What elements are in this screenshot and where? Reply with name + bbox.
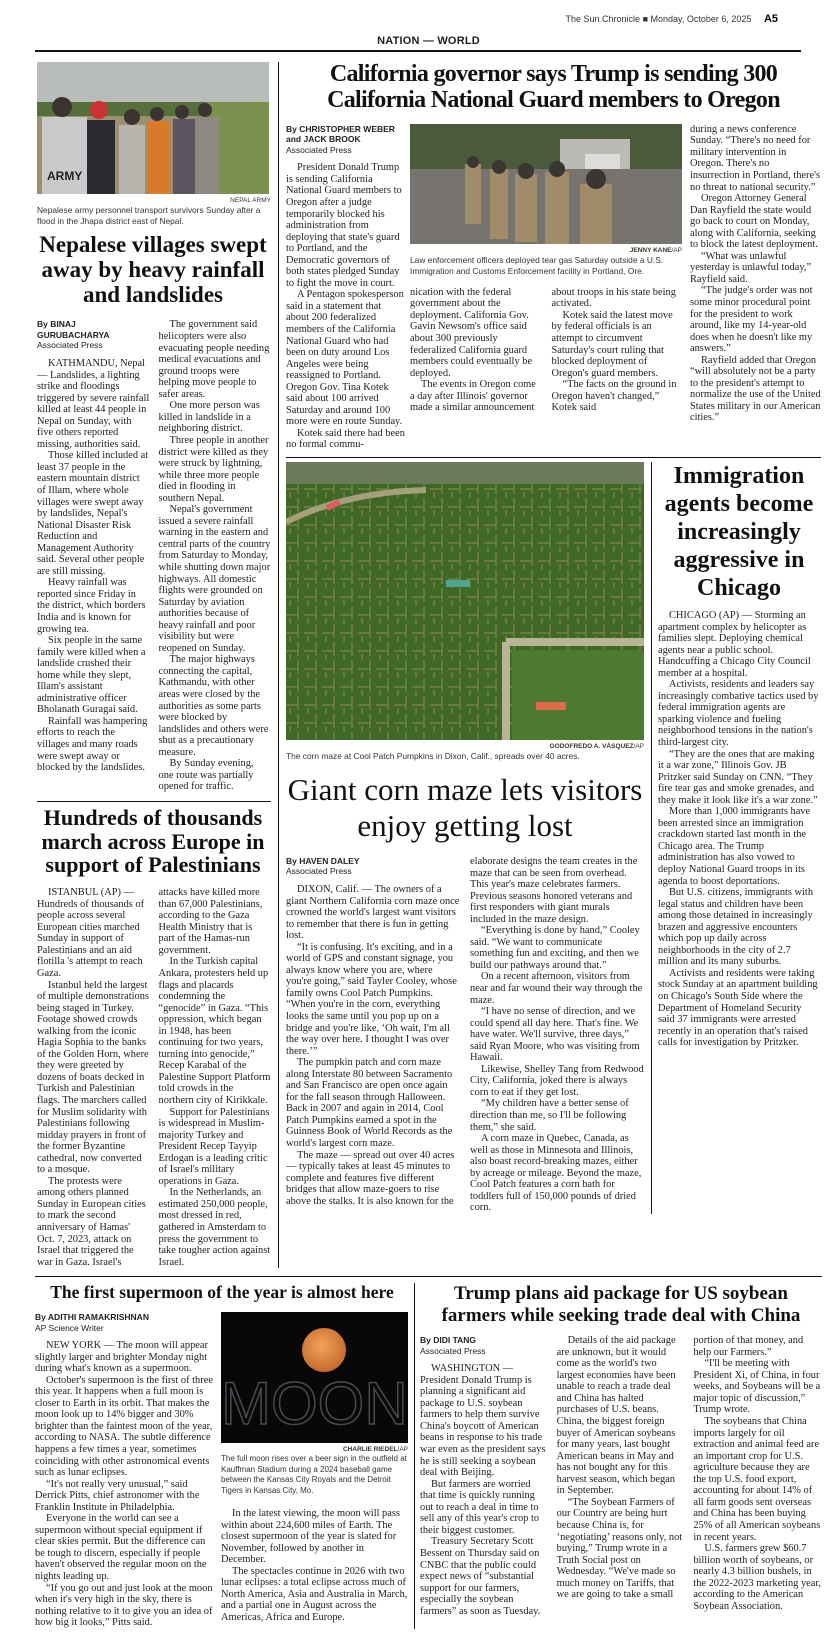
paragraph: One more person was killed in landslide in a neighboring district. [158, 400, 260, 435]
paragraph: A corn maze in Quebec, Canada, as well as those in Minnesota and Illinois, also boast record-breaking mazes, either by acreage or mileage. Beyond the maze, Cool Patch features a corn bath for toddlers full of 150,000 pounds of dried corn. [470, 1133, 642, 1214]
photo-credit [221, 1445, 408, 1454]
paragraph-list [35, 1340, 215, 1629]
paper-name: The Sun Chronicle [565, 14, 641, 24]
photographer: JENNY KANE [629, 246, 672, 254]
paragraph: “I have no sense of direction, and we could spend all day here. That's fine. We have water. We'll survive, three days,” said Ryan Moore, who was visiting from Hawaii. [470, 1006, 640, 1064]
co-author: and JACK BROOK [286, 134, 361, 145]
author: By CHRISTOPHER WEBER [286, 123, 395, 134]
nepal-photo [37, 62, 269, 194]
paragraph: “The judge's order was not some minor procedural point for the president to work around, like my 14-year-old does when he doesn't like my answers.” [690, 285, 813, 355]
paragraph-list [37, 319, 271, 792]
article-body [286, 856, 644, 1214]
story-rule [286, 457, 821, 458]
paragraph: Istanbul held the largest of multiple demonstrations being staged in Turkey. Footage showed crowds walking from the iconic Hagia Sophia to the banks of the Golden Horn, where they were greeted by dozens of boats decked in Turkish and Palestinian flags. The marchers called for Muslim solidarity with Palestinians following midday prayers in front of the former Byzantine cathedral, now converted to a mosque. [37, 979, 149, 1176]
moon-photo [221, 1312, 408, 1443]
article-columns-2-3 [410, 287, 684, 414]
paragraph: “It is confusing. It's exciting, and in a world of GPS and constant signage, you always know where you are, where you're going,” said Tayler Cooley, whose family owns Cool Patch Pumpkins. “When you're in the corn, everything looks the same until you pop up on a bridge and you're like, ‘Oh wait, I'm all the way over here. I thought I was over there.’” [286, 941, 457, 1057]
paragraph: Six people in the same family were killed when a landslide crushed their home while they slept, Illam's assistant administrative officer Bholanath Guragai said. [37, 635, 146, 716]
story-rule [35, 1276, 822, 1277]
affiliation: Associated Press [286, 866, 352, 877]
author: By BINAJ GURUBACHARYA [37, 319, 110, 340]
paragraph: Rayfield added that Oregon “will absolutely not be a party to the president's attempt to normalize the use of the United States military in our American cities.” [690, 354, 821, 424]
folio-separator: ■ [642, 14, 648, 24]
paragraph: But U.S. citizens, immigrants with legal status and children have been among those detained in increasingly brazen and aggressive encounters which pop up daily across neighborhoods in the city of 2.7 million and its many suburbs. [658, 887, 814, 968]
paragraph: during a news conference Sunday. “There's no need for military intervention in Oregon. There's no insurrection in Portland, there's no threat to national security.” [690, 123, 820, 193]
paragraph-list [690, 124, 821, 424]
chicago-story [658, 462, 820, 1049]
flood-rescue-image [37, 62, 269, 194]
soybean-story [420, 1283, 822, 1617]
paragraph: Nepal's government issued a severe rainfall warning in the eastern and central parts of the country from Saturday to Monday, while shutting down major highways. All domestic flights were grounded on Saturday by aviation authorities because of heavy rainfall and poor visibility but were reopened on Sunday. [158, 504, 271, 654]
paragraph: The major highways connecting the capital, Kathmandu, with other areas were closed by the authorities as some parts were blocked by landslides and others were shut as a precautionary measure. [158, 654, 269, 758]
paragraph: “I'll be meeting with President Xi, of China, in four weeks, and Soybeans will be a major topic of discussion,” Trump wrote. [693, 1358, 821, 1416]
paragraph: “My children have a better sense of direction than me, so I'll be following them,” she said. [470, 1098, 629, 1133]
photo-caption: The corn maze at Cool Patch Pumpkins in Dixon, Calif., spreads over 40 acres. [286, 750, 580, 761]
article-headline: Hundreds of thousands march across Europe in support of Palestinians [41, 804, 265, 878]
paragraph: DIXON, Calif. — The owners of a giant Northern California corn maze once crowned the world's largest want visitors to remember that there is fun in getting lost. [286, 883, 460, 942]
paragraph: The protests were among others planned Sunday in European cities to mark the second anniversary of Hamas' Oct. 7, 2023, attack on Israel that triggered the war in Gaza. Israel's attacks have killed more than 67,000 Palestinians, according to the Gaza Health Ministry that is part of the Hamas-run government. [37, 887, 263, 1268]
paragraph: On a recent afternoon, visitors from near and far wound their way through the maze. [470, 971, 643, 1006]
author: By ADITHI RAMAKRISHNAN [35, 1312, 149, 1323]
full-moon-image [221, 1312, 408, 1443]
paragraph: CHICAGO (AP) — Storming an apartment complex by helicopter as families slept. Deploying chemical agents near a public school. Handcuffing a Chicago City Council member at a hospital. [658, 609, 811, 679]
article-body [420, 1335, 822, 1617]
agency: /AP [397, 1446, 408, 1454]
affiliation: AP Science Writer [35, 1322, 104, 1333]
paragraph: Activists, residents and leaders say increasingly combative tactics used by federal immigration agents are sparking violence and fueling neighborhood tensions in the nation's third-largest city. [658, 679, 819, 748]
paragraph: NEW YORK — The moon will appear slightly larger and brighter Monday night during what's known as a supermoon. [35, 1340, 208, 1375]
byline [35, 1312, 215, 1333]
bottom-band [35, 1283, 822, 1629]
article-headline: The first supermoon of the year is almost here [50, 1282, 394, 1303]
paragraph: “What was unlawful yesterday is unlawful today,” Rayfield said. [690, 250, 812, 285]
section-title: NATION — WORLD [377, 35, 480, 47]
article-column-1 [35, 1312, 215, 1629]
column-rule [414, 1283, 415, 1629]
page-number: A5 [763, 13, 778, 25]
byline [286, 124, 406, 156]
paragraph: The soybeans that China imports largely for oil extraction and animal feed are an important crop for U.S. agriculture because they are the top U.S. food export, accounting for about 14% of all farm goods sent overseas and China has been buying 25% of all American soybeans in recent years. [693, 1416, 821, 1543]
corn-maze-photo [286, 462, 644, 740]
paragraph: WASHINGTON — President Donald Trump is planning a significant aid package to U.S. soybean farmers to help them survive China's boycott of American beans in response to his trade war even as the president says he is still seeking a soybean deal with Beijing. [420, 1363, 546, 1479]
agency: /AP [671, 246, 682, 254]
paragraph: KATHMANDU, Nepal — Landslides, a lighting strike and floodings triggered by severe rainfall killed at least 44 people in Nepal on Sunday, with five others reported missing, authorities said. [37, 357, 150, 450]
paragraph: The maze — spread out over 40 acres — typically takes at least 45 minutes to complete and features five different bridges that allow maze-goers to rise above the stalks. It is also known for the elaborate designs the team creates in the maze that can be seen from overhead. This year's maze celebrates farmers. Previous seasons honored veterans and first responders with giant murals included in the maze design. [286, 855, 638, 1207]
protest-photo [410, 124, 682, 244]
paragraph: A Pentagon spokesperson said in a statement that about 200 federalized members of the California National Guard who had been on duty around Los Angeles were being reassigned to Portland. Oregon Gov. Tina Kotek said about 100 arrived Saturday and around 100 more were en route Sunday. [286, 289, 404, 428]
paragraph: Everyone in the world can see a supermoon without special equipment if clear skies permit. But the difference can be tough to discern, especially if people haven't observed the regular moon on the nights leading up. [35, 1513, 207, 1583]
paragraph: But farmers are worried that time is quickly running out to reach a deal in time to sell any of this year's crop to their biggest customer. [420, 1478, 540, 1536]
paragraph: The government said helicopters were also evacuating people needing medical evacuations and ground troops were helping move people to safer areas. [158, 319, 270, 400]
article-column-4 [690, 124, 821, 424]
paragraph: Those killed included at least 37 people in the eastern mountain district of Illam, where whole villages were swept away by landslides, Nepal's National Disaster Risk Reduction and Management Authority said. Several other people are still missing. [37, 450, 149, 577]
corn-maze-aerial-image [286, 462, 644, 740]
paragraph: “The Soybean Farmers of our Country are being hurt because China is, for ‘negotiating’ reasons only, not buying,” Trump wrote in a Truth Social post on Wednesday. “We've made so much money on Tariffs, that we are going to take a small portion of that money, and help our Farmers.” [556, 1335, 804, 1601]
paragraph-list [286, 856, 644, 1214]
article-headline: California governor says Trump is sending 300 California National Guard members to Oregon [327, 61, 780, 113]
paragraph: Likewise, Shelley Tang from Redwood City, California, joked there is always corn to eat if they get lost. [470, 1063, 644, 1098]
supermoon-story [35, 1283, 409, 1629]
photographer: GODOFREDO A. VÁSQUEZ [549, 742, 634, 750]
paragraph: Activists and residents were taking stock Sunday at an apartment building on Chicago's South Side where the Department of Homeland Security said 37 immigrants were arrested recently in an operation that's raised calls for investigation by Pritzker. [658, 967, 818, 1049]
paragraph: Heavy rainfall was reported since Friday in the district, which borders India and is known for growing tea. [37, 577, 146, 635]
supermoon-photo-column [221, 1312, 409, 1623]
paragraph: Details of the aid package are unknown, but it would come as the world's two largest economies have been unable to reach a trade deal and China has halted purchases of U.S. beans. China, the biggest foreign buyer of American soybeans for many years, last bought American beans in May and has not bought any for this harvest season, which began in September. [556, 1335, 676, 1497]
paragraph-list [37, 887, 271, 1268]
paragraph: Kotek said the latest move by federal officials is an attempt to circumvent Saturday's court ruling that blocked deployment of Oregon's guard members. [551, 309, 673, 379]
byline [286, 856, 460, 877]
paragraph: October's supermoon is the first of three this year. It happens when a full moon is closer to Earth in its orbit. That makes the moon look up to 14% bigger and 30% brighter than the faintest moon of the year, according to NASA. The subtle difference happens a few times a year, sometimes coinciding with other astronomical events such as lunar eclipses. [35, 1374, 213, 1479]
article-headline: Nepalese villages swept away by heavy rainfall and landslides [39, 232, 267, 307]
article-body [37, 319, 271, 792]
photo-credit [410, 246, 682, 255]
paragraph-list [221, 1508, 409, 1623]
paragraph: U.S. farmers grew $60.7 billion worth of soybeans, or nearly 4.3 billion bushels, in the 2022-2023 marketing year, according to the American Soybean Association. [693, 1543, 822, 1612]
top-band [35, 62, 822, 1268]
photographer: CHARLIE RIEDEL [342, 1446, 398, 1454]
byline [37, 319, 150, 351]
section-rule [35, 50, 801, 52]
paragraph: In the Netherlands, an estimated 250,000 people, most dressed in red, gathered in Amsterdam to press the government to take tougher action against Israel. [158, 1187, 271, 1268]
article-body [37, 887, 271, 1268]
author: By HAVEN DALEY [286, 855, 360, 866]
paragraph: “The facts on the ground in Oregon haven't changed,” Kotek said [551, 379, 677, 414]
photo-caption: Nepalese army personnel transport survivors Sunday after a flood in the Jhapa district east of Nepal. [37, 205, 261, 226]
paragraph: In the Turkish capital Ankara, protesters held up flags and placards condemning the “genocide” in Gaza. “This oppression, which began in 1948, has been continuing for two years, turning into genocide,” Recep Karabal of the Palestine Support Platform told crowds in the northern city of Kirikkale. [158, 956, 271, 1106]
corn-chicago-row [286, 462, 821, 1214]
affiliation: Associated Press [420, 1345, 486, 1356]
paragraph: Treasury Secretary Scott Bessent on Thursday said on CNBC that the public could expect news of “substantial support for our farmers, especially the soybean farmers” as soon as Tuesday. [420, 1536, 541, 1617]
paragraph-list [286, 162, 406, 451]
right-area [286, 62, 821, 1214]
paragraph: Rainfall was hampering efforts to reach the villages and many roads were swept away or blocked by the landslides. [37, 715, 148, 774]
oregon-row [286, 124, 821, 451]
photo-caption: Law enforcement officers deployed tear gas Saturday outside a U.S. Immigration and Customs Enforcement facility in Portland, Ore. [410, 254, 664, 276]
paragraph: “Everything is done by hand,” Cooley said. “We want to communicate something fun and exciting, and then we build our pathways around that.” [470, 925, 640, 971]
article-column-1 [286, 124, 406, 451]
article-headline: Immigration agents become increasingly aggressive in Chicago [664, 462, 814, 601]
paragraph: “They are the ones that are making it a war zone,” Illinois Gov. JB Pritzker said Sunday on CNN. “They fire tear gas and smoke grenades, and they make it look like it's a war zone.” [658, 748, 818, 806]
photo-lettering: ARMY [47, 169, 83, 183]
paragraph-list [658, 610, 820, 1049]
agency: /AP [633, 742, 644, 750]
article-headline: Giant corn maze lets visitors enjoy getting lost [287, 771, 643, 843]
paragraph-list [420, 1335, 822, 1617]
corn-story [286, 462, 644, 1214]
paragraph-list [410, 287, 684, 414]
affiliation: Associated Press [37, 340, 103, 351]
paragraph: By Sunday evening, one route was partially opened for traffic. [158, 758, 254, 793]
issue-date: Monday, October 6, 2025 [650, 14, 752, 24]
paragraph: nication with the federal government about the deployment. California Gov. Gavin Newsom's office said about 300 previously federalized California guard members could eventually be deployed. [410, 286, 533, 379]
photo-credit: NEPAL ARMY [230, 197, 271, 204]
paragraph: ISTANBUL (AP) — Hundreds of thousands of people across several European cities marched Sunday in support of Palestinians and an aid flotilla 's attempt to reach Gaza. [37, 887, 145, 979]
tear-gas-image [410, 124, 682, 244]
paragraph: Oregon Attorney General Dan Rayfield the state would go back to court on Monday, along with California, seeking to block the latest deployment. [690, 193, 818, 251]
paragraph: President Donald Trump is sending California National Guard members to Oregon after a judge temporarily blocked his administration from deploying that state's guard to Portland, and the Democratic governors of both states pledged Sunday to fight the move in court. [286, 162, 402, 289]
supermoon-row [35, 1312, 409, 1629]
paragraph: “If you go out and just look at the moon when it's very high in the sky, there is nothing relative to it to give you an idea of how big it looks,” Pitts said. [35, 1582, 213, 1629]
article-headline: Trump plans aid package for US soybean farmers while seeking trade deal with China [441, 1283, 801, 1327]
affiliation: Associated Press [286, 144, 352, 155]
column-rule [651, 462, 652, 1214]
paragraph: Support for Palestinians is widespread in Muslim-majority Turkey and President Recep Tayyip Erdogan is a leading critic of Israel's military operations in Gaza. [158, 1106, 270, 1187]
left-column [35, 62, 271, 1268]
paragraph: “It's not really very unusual,” said Derrick Pitts, chief astronomer with the Franklin Institute in Philadelphia. [35, 1478, 200, 1513]
photo-lettering: MOON [221, 1370, 408, 1438]
paragraph: The spectacles continue in 2026 with two lunar eclipses: a total eclipse across much of North America, Asia and Australia in March, and a partial one in August across the Americas, Africa and Europe. [221, 1565, 408, 1624]
photo-caption: The full moon rises over a beer sign in the outfield at Kauffman Stadium during a 2024 baseball game between the Kansas City Royals and the Detroit Tigers in Kansas City, Mo. [221, 1454, 407, 1495]
paragraph: In the latest viewing, the moon will pass within about 224,600 miles of Earth. The closest supermoon of the year is slated for November, followed by another in December. [221, 1508, 400, 1566]
oregon-middle [410, 124, 684, 414]
photo-credit [286, 742, 644, 751]
story-rule [37, 801, 271, 802]
paragraph: More than 1,000 immigrants have been arrested since an immigration crackdown started last month in the Chicago area. The Trump administration has also vowed to deploy National Guard troops in its agenda to boost deportations. [658, 806, 811, 887]
paragraph: Kotek said there had been no formal commu- [286, 427, 405, 451]
paragraph: The events in Oregon come a day after Illinois' governor made a similar announcement about troops in his state being activated. [410, 286, 676, 414]
byline [420, 1335, 549, 1356]
folio [35, 0, 822, 27]
paragraph: Three people in another district were killed as they were struck by lightning, while three more people died in flooding in southern Nepal. [158, 434, 269, 504]
column-rule [278, 62, 279, 1268]
article-body-continued [221, 1508, 409, 1623]
paragraph: The pumpkin patch and corn maze along Interstate 80 between Sacramento and San Francisco are open once again for the fall season through Halloween. Back in 2007 and again in 2014, Cool Patch Pumpkins earned a spot in the Guinness Book of World Records as the world's largest corn maze. [286, 1057, 453, 1150]
author: By DIDI TANG [420, 1335, 477, 1346]
article-body [658, 610, 820, 1049]
